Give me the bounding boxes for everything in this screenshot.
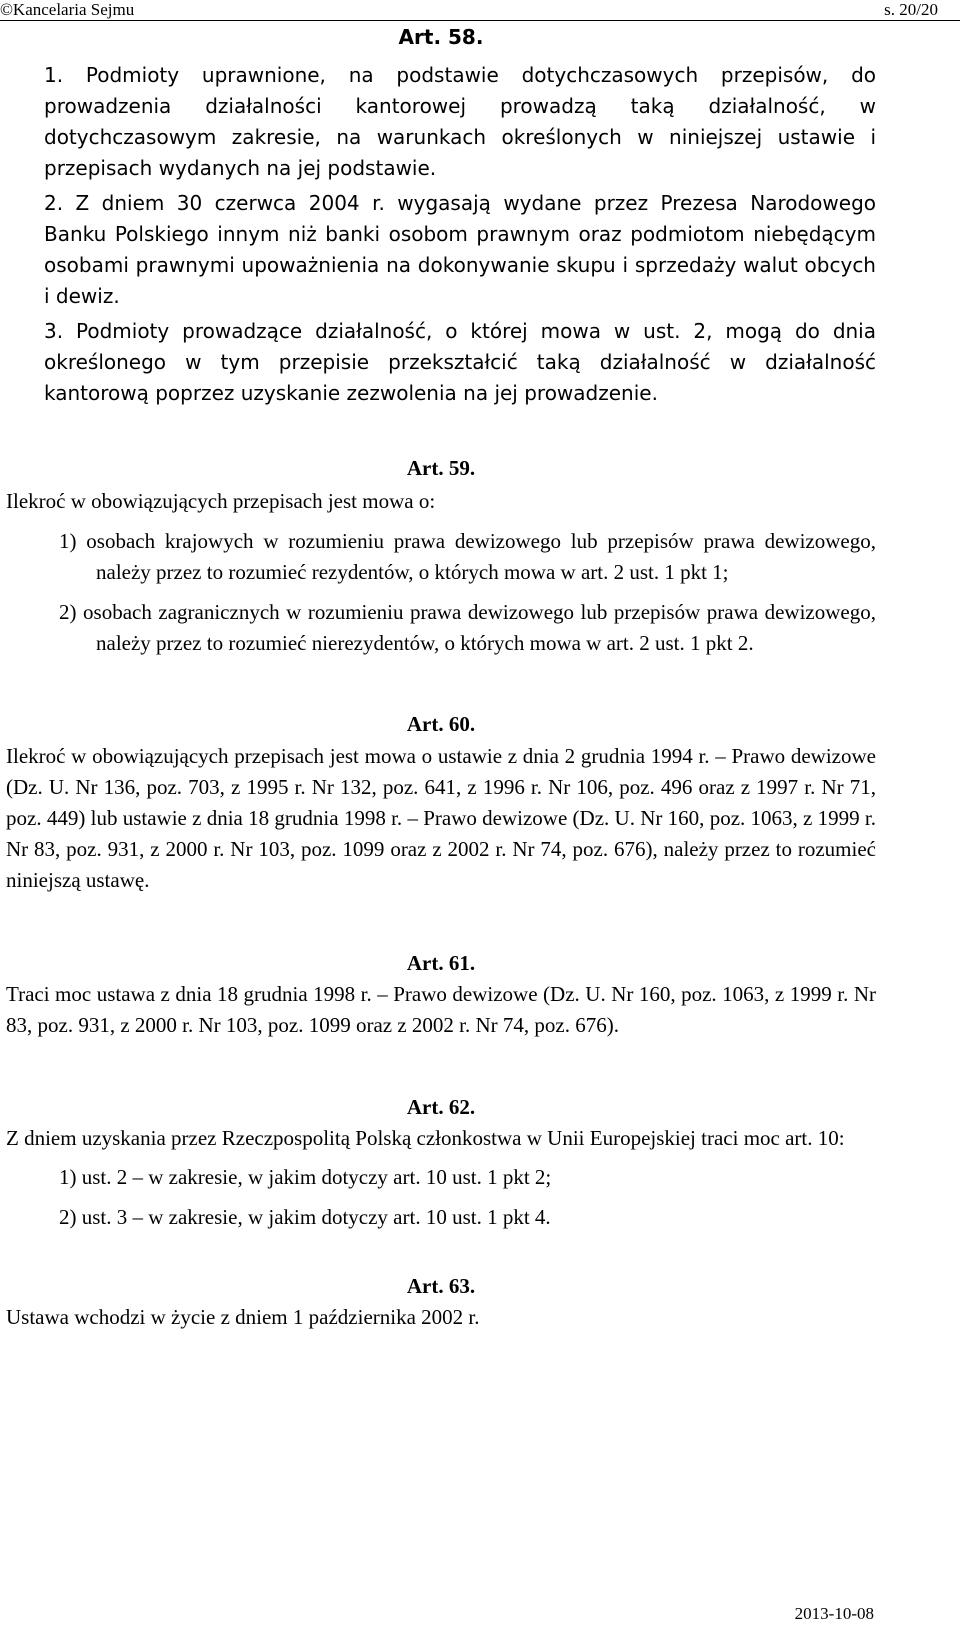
- article-61-heading: Art. 61.: [406, 951, 476, 975]
- article-63: [6, 1271, 876, 1333]
- article-62-intro: Z dniem uzyskania przez Rzeczpospolitą Polską członkostwa w Unii Europejskiej traci moc art. 10:: [6, 1126, 845, 1150]
- document-date: 2013-10-08: [794, 1604, 874, 1623]
- article-60-text: Ilekroć w obowiązujących przepisach jest mowa o ustawie z dnia 2 grudnia 1994 r. – Prawo dewizowe (Dz. U. Nr 136, poz. 703, z 1995 r. Nr 132, poz. 641, z 1996 r. Nr 106, poz. 496 oraz z 1997 r. Nr 71, poz. 449) lub ustawie z dnia 18 grudnia 1998 r. – Prawo dewizowe (Dz. U. Nr 160, poz. 1063, z 1999 r. Nr 83, poz. 931, z 2000 r. Nr 103, poz. 1099 oraz z 2002 r. Nr 74, poz. 676), należy przez to rozumieć niniejszą ustawę.: [6, 744, 876, 892]
- article-59-item-2: 2) osobach zagranicznych w rozumieniu prawa dewizowego lub przepisów prawa dewizowego, należy przez to rozumieć nierezydentów, o których mowa w art. 2 ust. 1 pkt 2.: [59, 600, 876, 655]
- article-58-paragraph-2: 2. Z dniem 30 czerwca 2004 r. wygasają wydane przez Prezesa Narodowego Banku Polskiego innym niż banki osobom prawnym oraz podmiotom niebędącym osobami prawnymi upoważnienia na dokonywanie skupu i sprzedaży walut obcych i dewiz.: [44, 191, 876, 308]
- article-60: [6, 709, 876, 896]
- article-58-heading: Art. 58.: [398, 25, 484, 49]
- article-58-paragraph-3: 3. Podmioty prowadzące działalność, o której mowa w ust. 2, mogą do dnia określonego w tym przepisie przekształcić taką działalność w działalność kantorową poprzez uzyskanie zezwolenia na jej prowadzenie.: [44, 319, 876, 405]
- article-58-paragraph-1: 1. Podmioty uprawnione, na podstawie dotychczasowych przepisów, do prowadzenia działalności kantorowej prowadzą taką działalność, w dotychczasowym zakresie, na warunkach określonych w niniejszej ustawie i przepisach wydanych na jej podstawie.: [44, 63, 876, 180]
- page-number: s. 20/20: [884, 0, 938, 19]
- article-59: [6, 453, 876, 659]
- article-61: [6, 948, 876, 1041]
- article-62-item-2: 2) ust. 3 – w zakresie, w jakim dotyczy art. 10 ust. 1 pkt 4.: [59, 1205, 551, 1229]
- article-58: [6, 22, 876, 409]
- article-61-text: Traci moc ustawa z dnia 18 grudnia 1998 r. – Prawo dewizowe (Dz. U. Nr 160, poz. 1063, z 1999 r. Nr 83, poz. 931, z 2000 r. Nr 103, poz. 1099 oraz z 2002 r. Nr 74, poz. 676).: [6, 982, 876, 1037]
- article-63-heading: Art. 63.: [406, 1274, 476, 1298]
- article-59-heading: Art. 59.: [406, 456, 476, 480]
- page-header: [0, 0, 960, 21]
- article-60-heading: Art. 60.: [406, 712, 476, 736]
- article-59-intro: Ilekroć w obowiązujących przepisach jest mowa o:: [6, 489, 436, 513]
- article-62-heading: Art. 62.: [406, 1095, 476, 1119]
- copyright-label: ©Kancelaria Sejmu: [0, 0, 135, 19]
- document-body: [6, 21, 876, 1333]
- article-59-item-1: 1) osobach krajowych w rozumieniu prawa dewizowego lub przepisów prawa dewizowego, należy przez to rozumieć rezydentów, o których mowa w art. 2 ust. 1 pkt 1;: [59, 529, 876, 584]
- article-63-text: Ustawa wchodzi w życie z dniem 1 października 2002 r.: [6, 1305, 480, 1329]
- article-62-item-1: 1) ust. 2 – w zakresie, w jakim dotyczy art. 10 ust. 1 pkt 2;: [59, 1165, 552, 1189]
- article-62: [6, 1092, 876, 1233]
